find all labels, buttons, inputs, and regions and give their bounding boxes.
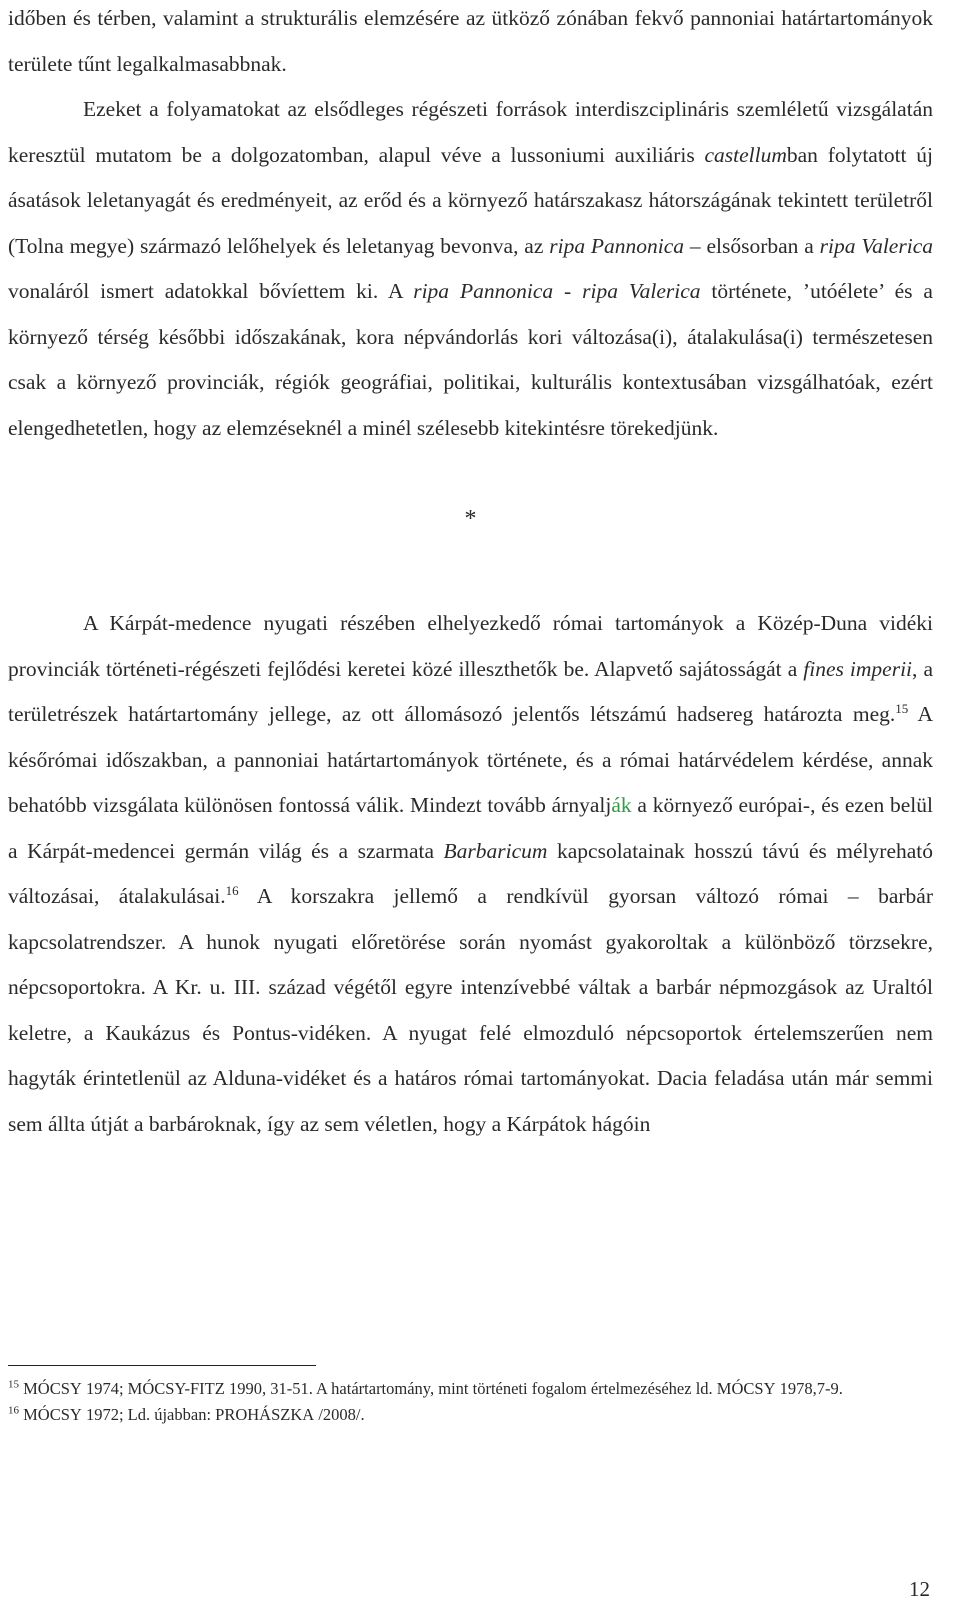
author-name: MÓCSY (23, 1405, 82, 1424)
text-run: 1978,7-9. (775, 1379, 843, 1398)
italic-term-ripa-valerica: ripa Valerica (819, 233, 933, 258)
text-run: A korszakra jellemő a rendkívül gyorsan változó római – barbár kapcsolatrendszer. A hunok nyugati előretörése során nyomást gyakoroltak a különböző törzsekre, népcsoportokra. A Kr. u. III. század végétől egyre intenzívebbé váltak a barbár népmozgások az Uraltól keletre, a Kaukázus és Pontus-vidéken. A nyugat felé elmozduló népcsoportok értelemszerűen nem hagyták érintetlenül az Alduna-vidéket és a határos római tartományokat. Dacia feladása után már semmi sem állta útját a barbároknak, így az sem véletlen, hogy a Kárpátok hágóin (8, 884, 933, 1136)
text-run: - (553, 279, 583, 303)
text-run: A Kárpát-medence nyugati részében elhelyezkedő római tartományok a Közép-Duna vidéki provinciák történeti-régészeti fejlődési keretei közé illeszthetők be. Alapvető sajátosságát a (8, 611, 933, 681)
italic-term-ripa-pannonica: ripa Pannonica (413, 279, 554, 303)
italic-term-ripa-valerica: ripa Valerica (582, 279, 701, 303)
text-run: A későrómai időszakban, a pannoniai határtartományok története, és a római határvédelem kérdése, annak behatóbb vizsgálata különösen fontossá válik. Mindezt tovább árnyalj (8, 702, 933, 817)
text-run: ban folytatott új ásatások leletanyagát és eredményeit, az erőd és a környező határszakasz hátországának tekintett területről (Tolna megye) származó lelőhelyek és leletanyag bevonva, az (8, 142, 934, 258)
text-run: a környező európai-, és ezen belül a Kárpát-medencei germán világ és a szarmata (8, 793, 934, 863)
footnote-16 (8, 1402, 933, 1428)
text-run: , a területrészek határtartomány jellege, az ott állomásozó jelentős létszámú hadsereg határozta meg. (8, 656, 934, 726)
paragraph-historical-context (8, 601, 933, 1147)
text-run: története, ’utóélete’ és a környező térség későbbi időszakának, kora népvándorlás kori változása(i), átalakulása(i) természetesen csak a környező provinciák, régiók geográfiai, politikai, kulturális kontextusában vizsgálhatóak, ezért elengedhetetlen, hogy az elemzéseknél a minél szélesebb kitekintésre törekedjünk. (8, 279, 933, 440)
page-number: 12 (909, 1577, 930, 1601)
highlighted-text: ák (611, 793, 632, 817)
italic-term-barbaricum: Barbaricum (443, 838, 548, 863)
text-run: vonaláról ismert adatokkal bővíettem ki. A (8, 279, 414, 303)
footnote-15 (8, 1376, 933, 1402)
document-page (8, 0, 933, 1147)
section-separator: * (464, 506, 477, 532)
footnote-reference-16[interactable]: 16 (225, 882, 239, 898)
footnotes (8, 1376, 933, 1428)
italic-term-fines-imperii: fines imperii (803, 656, 913, 681)
paragraph-methodology (8, 87, 933, 451)
paragraph-intro-end: időben és térben, valamint a strukturális elemzésére az ütköző zónában fekvő pannoniai határtartományok területe tűnt legalkalmasabbnak. (8, 6, 933, 76)
text-run: – elsősorban a (684, 233, 820, 258)
author-name: MÓCSY (23, 1379, 82, 1398)
author-name: PROHÁSZKA (215, 1405, 315, 1424)
footnote-number: 16 (8, 1404, 19, 1417)
footnote-divider (8, 1365, 316, 1366)
text-run: 1990, 31-51. A határtartomány, mint történeti fogalom értelmezéséhez ld. (224, 1379, 717, 1398)
author-name: MÓCSY (716, 1379, 776, 1398)
text-run: 1974; (81, 1379, 128, 1398)
italic-term-ripa-pannonica: ripa Pannonica (549, 233, 685, 258)
text-run: /2008/. (314, 1405, 365, 1424)
text-run: Ezeket a folyamatokat az elsődleges régészeti források interdiszciplináris szemléletű vizsgálatán keresztül mutatom be a dolgozatomban, alapul véve a lussoniumi auxiliáris (8, 97, 933, 167)
author-name: MÓCSY-FITZ (127, 1379, 225, 1398)
italic-term-castellum: castellum (704, 142, 787, 167)
footnote-reference-15[interactable]: 15 (895, 700, 909, 716)
text-run: kapcsolatainak hosszú távú és mélyreható változásai, átalakulásai. (8, 838, 933, 908)
footnote-number: 15 (8, 1378, 19, 1391)
text-run: 1972; Ld. újabban: (81, 1405, 216, 1424)
